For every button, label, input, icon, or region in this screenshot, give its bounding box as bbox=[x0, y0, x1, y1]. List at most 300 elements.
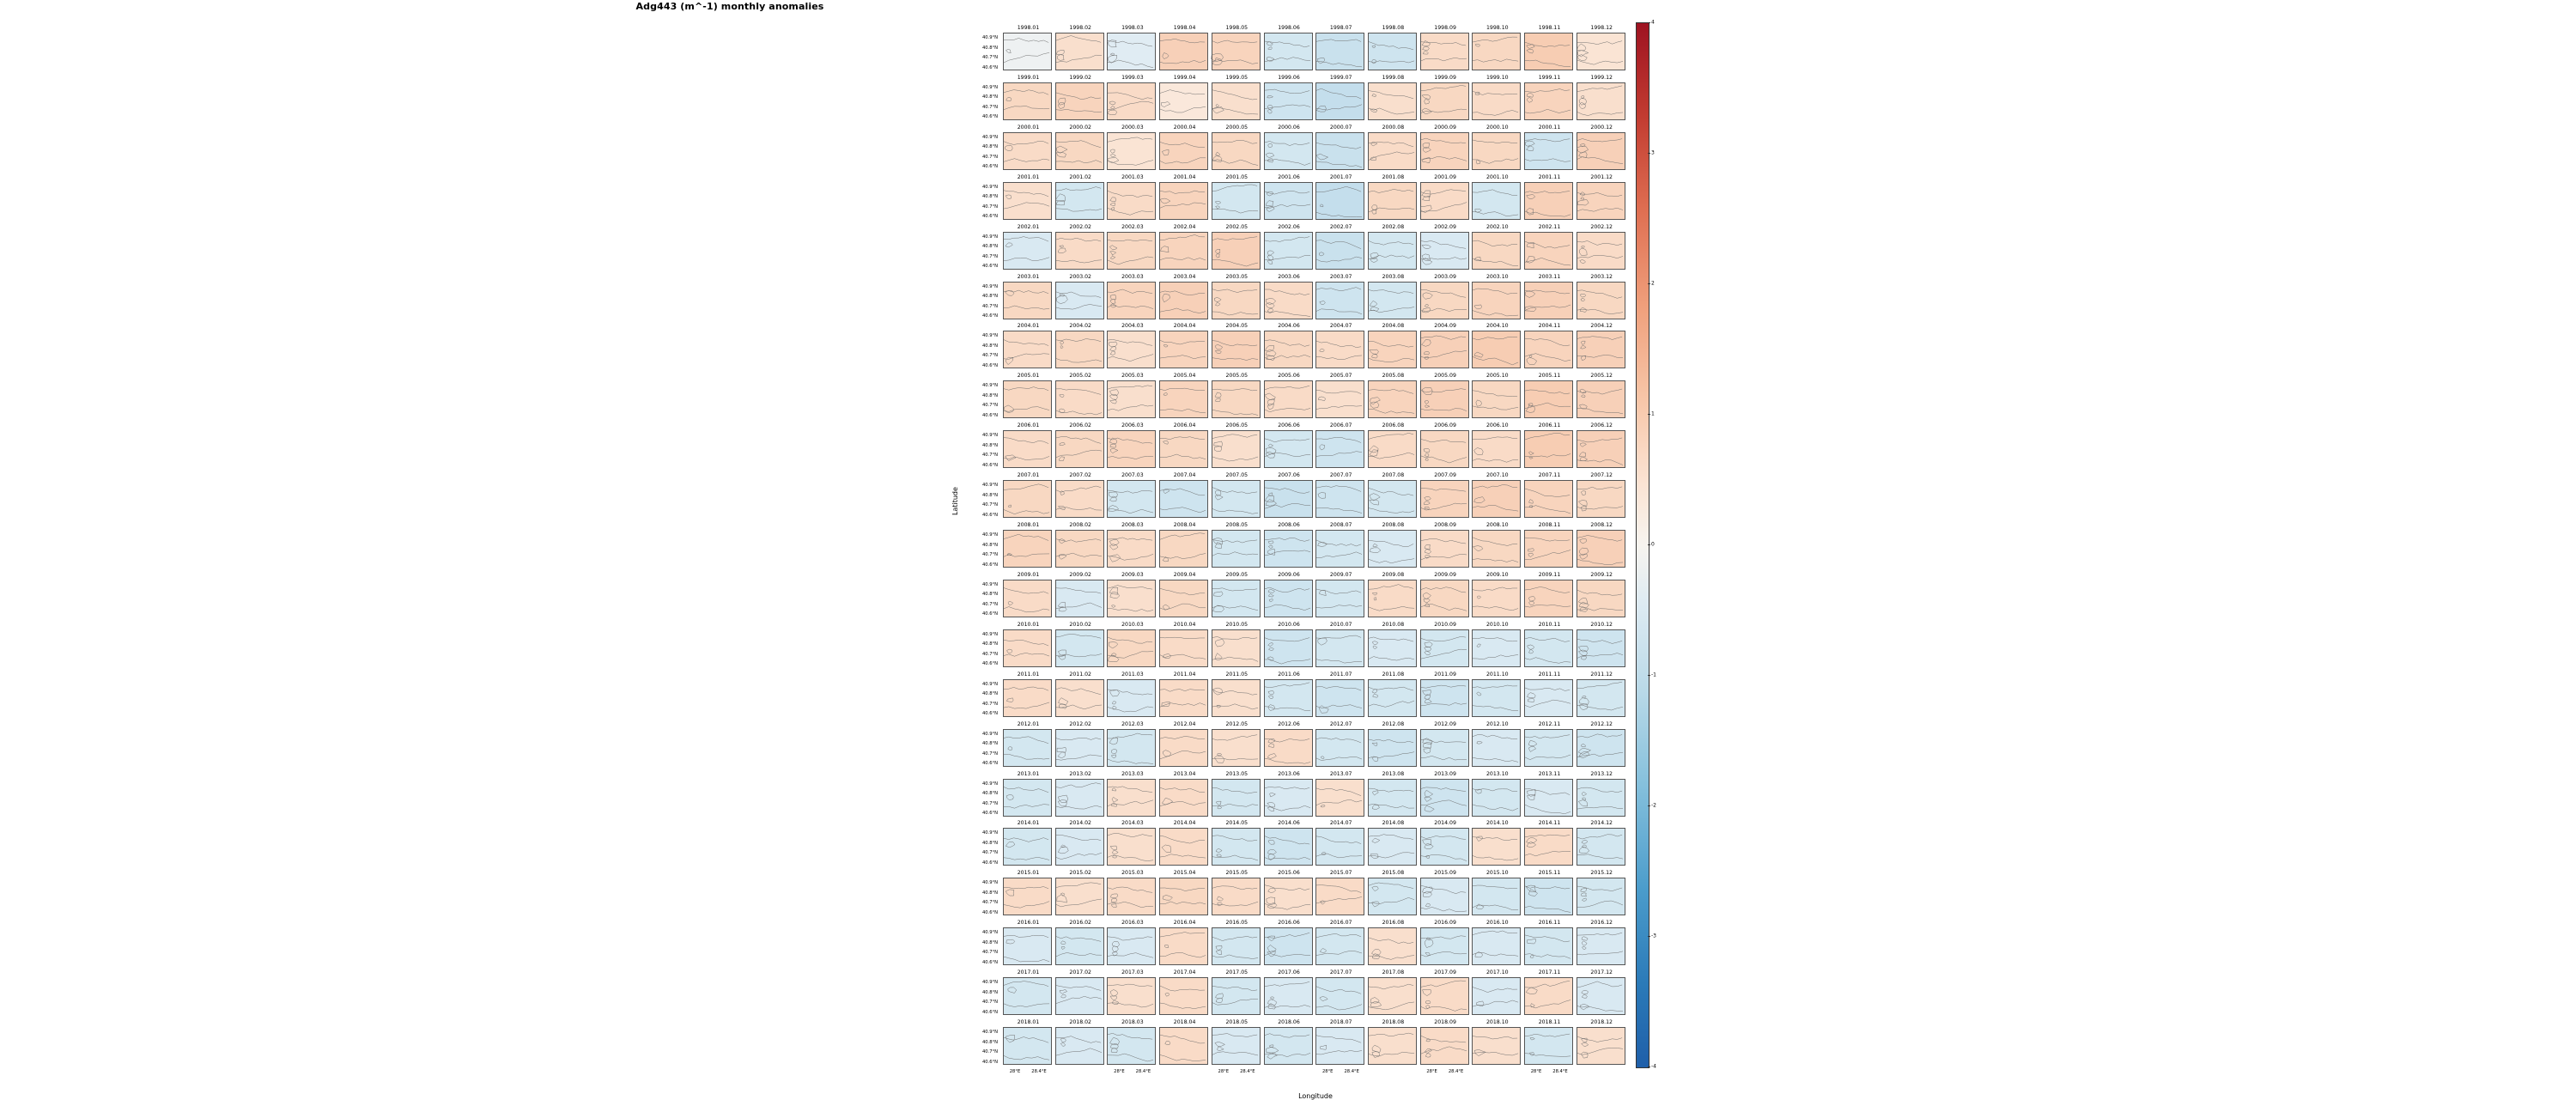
map-panel[interactable] bbox=[1524, 522, 1573, 568]
map-panel[interactable] bbox=[1524, 820, 1573, 866]
coastline-overlay bbox=[1056, 481, 1103, 517]
map-panel[interactable] bbox=[1315, 820, 1364, 866]
map-panel[interactable] bbox=[1107, 571, 1156, 617]
map-panel[interactable] bbox=[1577, 223, 1625, 270]
map-panel[interactable] bbox=[1159, 273, 1208, 319]
map-panel[interactable] bbox=[1264, 124, 1313, 170]
map-panel[interactable] bbox=[1472, 25, 1521, 70]
map-panel[interactable] bbox=[1524, 273, 1573, 319]
map-panel[interactable] bbox=[1524, 472, 1573, 518]
map-panel[interactable] bbox=[1212, 870, 1261, 915]
map-panel[interactable] bbox=[1212, 770, 1261, 817]
map-panel[interactable] bbox=[1420, 1019, 1469, 1065]
y-axis-ticklabels bbox=[953, 132, 999, 170]
y-tick-label: 40.8°N bbox=[981, 890, 998, 896]
map-panel[interactable] bbox=[1368, 173, 1417, 220]
panel-title: 2006.08 bbox=[1382, 422, 1405, 429]
map-panel[interactable] bbox=[1524, 25, 1573, 70]
map-panel[interactable] bbox=[1055, 472, 1104, 518]
map-panel[interactable] bbox=[1368, 820, 1417, 866]
map-panel[interactable] bbox=[1212, 173, 1261, 220]
map-panel[interactable] bbox=[1212, 1019, 1261, 1065]
map-panel[interactable] bbox=[1368, 920, 1417, 965]
map-panel[interactable] bbox=[1368, 671, 1417, 717]
coastline-overlay bbox=[1056, 680, 1103, 716]
map-panel[interactable] bbox=[1315, 770, 1364, 817]
coastline-overlay bbox=[1056, 630, 1103, 666]
map-panel[interactable] bbox=[1159, 671, 1208, 717]
coastline-overlay bbox=[1056, 580, 1103, 617]
panel-title: 2006.05 bbox=[1225, 422, 1249, 429]
map-panel[interactable] bbox=[1003, 770, 1052, 817]
map-panel[interactable] bbox=[1420, 671, 1469, 717]
coastline-overlay bbox=[1473, 780, 1520, 816]
map-panel[interactable] bbox=[1107, 720, 1156, 767]
coastline-overlay bbox=[1316, 531, 1364, 567]
map-panel[interactable] bbox=[1524, 671, 1573, 717]
map-panel[interactable] bbox=[1107, 820, 1156, 866]
map-panel[interactable] bbox=[1524, 621, 1573, 667]
map-panel[interactable] bbox=[1472, 969, 1521, 1015]
map-panel[interactable] bbox=[1577, 323, 1625, 368]
map-panel[interactable] bbox=[1212, 422, 1261, 468]
panel-title: 2017.01 bbox=[1017, 969, 1040, 976]
map-panel[interactable] bbox=[1420, 472, 1469, 518]
map-panel[interactable] bbox=[1472, 373, 1521, 418]
map-panel[interactable] bbox=[1212, 621, 1261, 667]
y-tick-label: 40.7°N bbox=[981, 55, 998, 60]
map-panel[interactable] bbox=[1315, 920, 1364, 965]
y-axis-ticklabels bbox=[953, 629, 999, 667]
map-panel[interactable] bbox=[1107, 422, 1156, 468]
map-panel[interactable] bbox=[1420, 25, 1469, 70]
map-panel[interactable] bbox=[1264, 571, 1313, 617]
map-panel[interactable] bbox=[1472, 173, 1521, 220]
map-panel[interactable] bbox=[1159, 820, 1208, 866]
map-panel[interactable] bbox=[1159, 1019, 1208, 1065]
map-panel[interactable] bbox=[1212, 124, 1261, 170]
coastline-overlay bbox=[1160, 978, 1207, 1014]
map-panel[interactable] bbox=[1368, 74, 1417, 120]
map-panel[interactable] bbox=[1577, 422, 1625, 468]
map-panel[interactable] bbox=[1315, 720, 1364, 767]
map-panel[interactable] bbox=[1212, 223, 1261, 270]
map-panel[interactable] bbox=[1368, 323, 1417, 368]
panel-title: 2001.11 bbox=[1538, 173, 1561, 180]
panel-title: 2018.07 bbox=[1329, 1019, 1352, 1025]
map-panel[interactable] bbox=[1368, 1019, 1417, 1065]
map-panel[interactable] bbox=[1107, 223, 1156, 270]
map-panel[interactable] bbox=[1107, 870, 1156, 915]
map-panel[interactable] bbox=[1212, 720, 1261, 767]
panel-title: 2011.12 bbox=[1590, 671, 1613, 678]
map-panel[interactable] bbox=[1159, 522, 1208, 568]
map-panel[interactable] bbox=[1159, 173, 1208, 220]
map-panel[interactable] bbox=[1315, 124, 1364, 170]
map-panel[interactable] bbox=[1315, 571, 1364, 617]
map-panel[interactable] bbox=[1003, 1019, 1052, 1065]
map-panel[interactable] bbox=[1420, 571, 1469, 617]
map-panel[interactable] bbox=[1003, 173, 1052, 220]
map-panel[interactable] bbox=[1264, 25, 1313, 70]
map-panel[interactable] bbox=[1420, 770, 1469, 817]
map-panel[interactable] bbox=[1107, 273, 1156, 319]
map-panel[interactable] bbox=[1577, 522, 1625, 568]
panel-title: 1999.02 bbox=[1069, 74, 1091, 81]
map-panel[interactable] bbox=[1107, 124, 1156, 170]
map-panel[interactable] bbox=[1159, 323, 1208, 368]
map-panel[interactable] bbox=[1315, 74, 1364, 120]
map-panel[interactable] bbox=[1055, 770, 1104, 817]
panel-title: 2007.01 bbox=[1017, 472, 1040, 479]
map-panel[interactable] bbox=[1212, 671, 1261, 717]
map-panel[interactable] bbox=[1212, 920, 1261, 965]
map-panel[interactable] bbox=[1159, 920, 1208, 965]
map-panel[interactable] bbox=[1472, 671, 1521, 717]
map-panel[interactable] bbox=[1472, 522, 1521, 568]
map-panel[interactable] bbox=[1264, 671, 1313, 717]
map-panel[interactable] bbox=[1472, 1019, 1521, 1065]
map-panel[interactable] bbox=[1003, 273, 1052, 319]
map-panel[interactable] bbox=[1472, 323, 1521, 368]
panel-row bbox=[981, 172, 1628, 221]
map-panel[interactable] bbox=[1107, 1019, 1156, 1065]
map-panel[interactable] bbox=[1055, 323, 1104, 368]
map-panel[interactable] bbox=[1159, 870, 1208, 915]
map-panel[interactable] bbox=[1524, 969, 1573, 1015]
map-panel[interactable] bbox=[1472, 223, 1521, 270]
map-panel[interactable] bbox=[1315, 323, 1364, 368]
map-panel[interactable] bbox=[1055, 124, 1104, 170]
map-panel[interactable] bbox=[1159, 969, 1208, 1015]
map-panel[interactable] bbox=[1003, 74, 1052, 120]
coastline-overlay bbox=[1265, 580, 1312, 617]
map-panel[interactable] bbox=[1577, 969, 1625, 1015]
y-tick-label: 40.6°N bbox=[981, 761, 998, 767]
map-panel[interactable] bbox=[1264, 74, 1313, 120]
coastline-overlay bbox=[1525, 580, 1572, 617]
map-panel[interactable] bbox=[1003, 323, 1052, 368]
map-panel[interactable] bbox=[1577, 820, 1625, 866]
map-panel[interactable] bbox=[1055, 969, 1104, 1015]
map-panel[interactable] bbox=[1524, 1019, 1573, 1065]
map-panel[interactable] bbox=[1368, 124, 1417, 170]
map-panel[interactable] bbox=[1420, 820, 1469, 866]
map-panel[interactable] bbox=[1055, 373, 1104, 418]
coastline-overlay bbox=[1056, 780, 1103, 816]
map-panel[interactable] bbox=[1315, 969, 1364, 1015]
y-tick-label: 40.6°N bbox=[981, 462, 998, 468]
y-tick-label: 40.7°N bbox=[981, 900, 998, 906]
map-panel[interactable] bbox=[1472, 74, 1521, 120]
map-panel[interactable] bbox=[1420, 422, 1469, 468]
map-panel[interactable] bbox=[1577, 173, 1625, 220]
map-panel[interactable] bbox=[1159, 373, 1208, 418]
map-panel[interactable] bbox=[1003, 969, 1052, 1015]
map-panel[interactable] bbox=[1055, 920, 1104, 965]
map-panel[interactable] bbox=[1212, 273, 1261, 319]
map-panel[interactable] bbox=[1524, 571, 1573, 617]
map-panel[interactable] bbox=[1212, 323, 1261, 368]
map-panel[interactable] bbox=[1055, 720, 1104, 767]
map-panel[interactable] bbox=[1420, 124, 1469, 170]
map-panel[interactable] bbox=[1524, 74, 1573, 120]
map-panel[interactable] bbox=[1472, 571, 1521, 617]
map-panel[interactable] bbox=[1003, 373, 1052, 418]
map-panel[interactable] bbox=[1264, 920, 1313, 965]
map-panel[interactable] bbox=[1315, 422, 1364, 468]
map-panel[interactable] bbox=[1264, 472, 1313, 518]
map-panel[interactable] bbox=[1055, 173, 1104, 220]
map-panel[interactable] bbox=[1472, 720, 1521, 767]
map-panel[interactable] bbox=[1003, 124, 1052, 170]
map-panel[interactable] bbox=[1577, 571, 1625, 617]
map-panel[interactable] bbox=[1368, 621, 1417, 667]
panel-title: 1998.03 bbox=[1121, 25, 1144, 31]
map-panel[interactable] bbox=[1368, 870, 1417, 915]
map-panel[interactable] bbox=[1159, 74, 1208, 120]
map-panel[interactable] bbox=[1472, 472, 1521, 518]
map-panel[interactable] bbox=[1264, 870, 1313, 915]
panel-title: 2017.03 bbox=[1121, 969, 1144, 976]
map-panel[interactable] bbox=[1368, 720, 1417, 767]
map-panel[interactable] bbox=[1577, 1019, 1625, 1065]
map-panel[interactable] bbox=[1107, 621, 1156, 667]
map-panel[interactable] bbox=[1055, 74, 1104, 120]
map-panel[interactable] bbox=[1315, 273, 1364, 319]
panel-title: 2003.07 bbox=[1329, 273, 1352, 280]
panel-title: 2007.06 bbox=[1278, 472, 1300, 479]
map-panel[interactable] bbox=[1524, 124, 1573, 170]
map-panel[interactable] bbox=[1003, 870, 1052, 915]
map-panel[interactable] bbox=[1159, 223, 1208, 270]
map-panel[interactable] bbox=[1420, 522, 1469, 568]
map-panel[interactable] bbox=[1107, 472, 1156, 518]
map-panel[interactable] bbox=[1107, 920, 1156, 965]
map-panel[interactable] bbox=[1420, 720, 1469, 767]
map-panel[interactable] bbox=[1264, 223, 1313, 270]
map-panel[interactable] bbox=[1315, 25, 1364, 70]
map-panel[interactable] bbox=[1420, 969, 1469, 1015]
map-panel[interactable] bbox=[1524, 323, 1573, 368]
map-panel[interactable] bbox=[1577, 472, 1625, 518]
map-panel[interactable] bbox=[1577, 870, 1625, 915]
map-panel[interactable] bbox=[1524, 920, 1573, 965]
map-panel[interactable] bbox=[1055, 571, 1104, 617]
map-panel[interactable] bbox=[1212, 820, 1261, 866]
map-panel[interactable] bbox=[1264, 373, 1313, 418]
colorbar-tick-label: -3 bbox=[1651, 933, 1656, 939]
map-panel[interactable] bbox=[1577, 25, 1625, 70]
coastline-overlay bbox=[1369, 730, 1416, 766]
map-panel[interactable] bbox=[1420, 74, 1469, 120]
map-panel[interactable] bbox=[1315, 472, 1364, 518]
map-panel[interactable] bbox=[1003, 571, 1052, 617]
map-panel[interactable] bbox=[1420, 870, 1469, 915]
coastline-overlay bbox=[1004, 680, 1051, 716]
map-panel[interactable] bbox=[1577, 373, 1625, 418]
map-panel[interactable] bbox=[1315, 223, 1364, 270]
map-panel[interactable] bbox=[1420, 273, 1469, 319]
map-panel[interactable] bbox=[1212, 472, 1261, 518]
map-panel[interactable] bbox=[1264, 422, 1313, 468]
map-panel[interactable] bbox=[1055, 522, 1104, 568]
map-panel[interactable] bbox=[1524, 223, 1573, 270]
map-panel[interactable] bbox=[1107, 671, 1156, 717]
map-panel[interactable] bbox=[1055, 422, 1104, 468]
map-panel[interactable] bbox=[1264, 173, 1313, 220]
map-panel[interactable] bbox=[1472, 273, 1521, 319]
map-panel[interactable] bbox=[1159, 422, 1208, 468]
map-panel[interactable] bbox=[1577, 74, 1625, 120]
map-panel[interactable] bbox=[1420, 323, 1469, 368]
panel-title: 2018.03 bbox=[1121, 1019, 1144, 1025]
map-panel[interactable] bbox=[1368, 472, 1417, 518]
map-panel[interactable] bbox=[1577, 124, 1625, 170]
panel-row bbox=[981, 569, 1628, 618]
map-panel[interactable] bbox=[1472, 920, 1521, 965]
map-panel[interactable] bbox=[1003, 223, 1052, 270]
map-panel[interactable] bbox=[1055, 223, 1104, 270]
map-panel[interactable] bbox=[1368, 373, 1417, 418]
map-panel[interactable] bbox=[1055, 820, 1104, 866]
map-panel[interactable] bbox=[1107, 323, 1156, 368]
map-panel[interactable] bbox=[1107, 25, 1156, 70]
map-panel[interactable] bbox=[1159, 472, 1208, 518]
map-panel[interactable] bbox=[1524, 173, 1573, 220]
map-panel[interactable] bbox=[1107, 173, 1156, 220]
map-panel[interactable] bbox=[1159, 621, 1208, 667]
map-panel[interactable] bbox=[1472, 621, 1521, 667]
map-panel[interactable] bbox=[1003, 621, 1052, 667]
panel-title: 2009.04 bbox=[1173, 571, 1196, 578]
map-panel[interactable] bbox=[1472, 124, 1521, 170]
y-axis-ticklabels bbox=[953, 779, 999, 817]
map-panel[interactable] bbox=[1524, 373, 1573, 418]
map-panel[interactable] bbox=[1003, 25, 1052, 70]
map-panel[interactable] bbox=[1055, 621, 1104, 667]
map-panel[interactable] bbox=[1264, 770, 1313, 817]
coastline-overlay bbox=[1265, 780, 1312, 816]
map-panel[interactable] bbox=[1577, 920, 1625, 965]
map-panel[interactable] bbox=[1107, 74, 1156, 120]
panel-title: 2018.10 bbox=[1486, 1019, 1509, 1025]
map-panel[interactable] bbox=[1003, 720, 1052, 767]
map-panel[interactable] bbox=[1003, 472, 1052, 518]
map-panel[interactable] bbox=[1212, 373, 1261, 418]
map-panel[interactable] bbox=[1524, 720, 1573, 767]
map-panel[interactable] bbox=[1107, 373, 1156, 418]
map-panel[interactable] bbox=[1577, 273, 1625, 319]
coastline-overlay bbox=[1108, 580, 1155, 617]
map-panel[interactable] bbox=[1577, 671, 1625, 717]
map-panel[interactable] bbox=[1003, 422, 1052, 468]
map-panel[interactable] bbox=[1524, 770, 1573, 817]
map-panel[interactable] bbox=[1055, 273, 1104, 319]
map-panel[interactable] bbox=[1368, 422, 1417, 468]
map-panel[interactable] bbox=[1315, 621, 1364, 667]
map-panel[interactable] bbox=[1472, 820, 1521, 866]
panel-title: 2014.01 bbox=[1017, 820, 1040, 827]
map-panel[interactable] bbox=[1368, 969, 1417, 1015]
map-panel[interactable] bbox=[1264, 820, 1313, 866]
map-panel[interactable] bbox=[1107, 522, 1156, 568]
y-tick-label: 40.7°N bbox=[981, 850, 998, 856]
coastline-overlay bbox=[1212, 829, 1260, 865]
coastline-overlay bbox=[1369, 531, 1416, 567]
map-panel[interactable] bbox=[1264, 1019, 1313, 1065]
map-panel[interactable] bbox=[1003, 671, 1052, 717]
map-panel[interactable] bbox=[1420, 223, 1469, 270]
panel-title: 2001.12 bbox=[1590, 173, 1613, 180]
map-panel[interactable] bbox=[1368, 571, 1417, 617]
map-panel[interactable] bbox=[1420, 621, 1469, 667]
map-panel[interactable] bbox=[1107, 969, 1156, 1015]
map-panel[interactable] bbox=[1212, 74, 1261, 120]
map-panel[interactable] bbox=[1159, 25, 1208, 70]
map-panel[interactable] bbox=[1055, 671, 1104, 717]
map-panel[interactable] bbox=[1368, 770, 1417, 817]
map-panel[interactable] bbox=[1472, 770, 1521, 817]
map-panel[interactable] bbox=[1315, 173, 1364, 220]
map-panel[interactable] bbox=[1003, 522, 1052, 568]
map-panel[interactable] bbox=[1315, 373, 1364, 418]
map-panel[interactable] bbox=[1055, 25, 1104, 70]
map-panel[interactable] bbox=[1264, 720, 1313, 767]
map-panel[interactable] bbox=[1368, 223, 1417, 270]
map-panel[interactable] bbox=[1577, 720, 1625, 767]
map-panel[interactable] bbox=[1524, 870, 1573, 915]
map-panel[interactable] bbox=[1055, 1019, 1104, 1065]
map-panel[interactable] bbox=[1368, 522, 1417, 568]
map-panel[interactable] bbox=[1315, 1019, 1364, 1065]
map-panel[interactable] bbox=[1577, 770, 1625, 817]
map-panel[interactable] bbox=[1524, 422, 1573, 468]
map-panel[interactable] bbox=[1315, 870, 1364, 915]
coastline-overlay bbox=[1369, 331, 1416, 368]
map-panel[interactable] bbox=[1420, 920, 1469, 965]
map-panel[interactable] bbox=[1264, 522, 1313, 568]
map-panel[interactable] bbox=[1472, 422, 1521, 468]
map-panel[interactable] bbox=[1315, 522, 1364, 568]
map-panel[interactable] bbox=[1003, 820, 1052, 866]
map-panel[interactable] bbox=[1315, 671, 1364, 717]
coastline-overlay bbox=[1421, 1028, 1468, 1064]
y-tick-label: 40.7°N bbox=[981, 950, 998, 956]
map-panel[interactable] bbox=[1159, 124, 1208, 170]
map-panel[interactable] bbox=[1212, 25, 1261, 70]
map-panel[interactable] bbox=[1420, 173, 1469, 220]
map-panel[interactable] bbox=[1264, 273, 1313, 319]
map-panel[interactable] bbox=[1368, 273, 1417, 319]
map-panel[interactable] bbox=[1055, 870, 1104, 915]
map-panel[interactable] bbox=[1264, 323, 1313, 368]
map-panel[interactable] bbox=[1368, 25, 1417, 70]
map-panel[interactable] bbox=[1003, 920, 1052, 965]
map-panel[interactable] bbox=[1264, 969, 1313, 1015]
map-panel[interactable] bbox=[1472, 870, 1521, 915]
map-panel[interactable] bbox=[1159, 770, 1208, 817]
map-panel[interactable] bbox=[1420, 373, 1469, 418]
map-panel[interactable] bbox=[1159, 720, 1208, 767]
map-panel[interactable] bbox=[1159, 571, 1208, 617]
map-panel[interactable] bbox=[1212, 969, 1261, 1015]
map-panel[interactable] bbox=[1212, 522, 1261, 568]
map-panel[interactable] bbox=[1577, 621, 1625, 667]
map-panel[interactable] bbox=[1264, 621, 1313, 667]
map-panel[interactable] bbox=[1107, 770, 1156, 817]
map-panel[interactable] bbox=[1212, 571, 1261, 617]
